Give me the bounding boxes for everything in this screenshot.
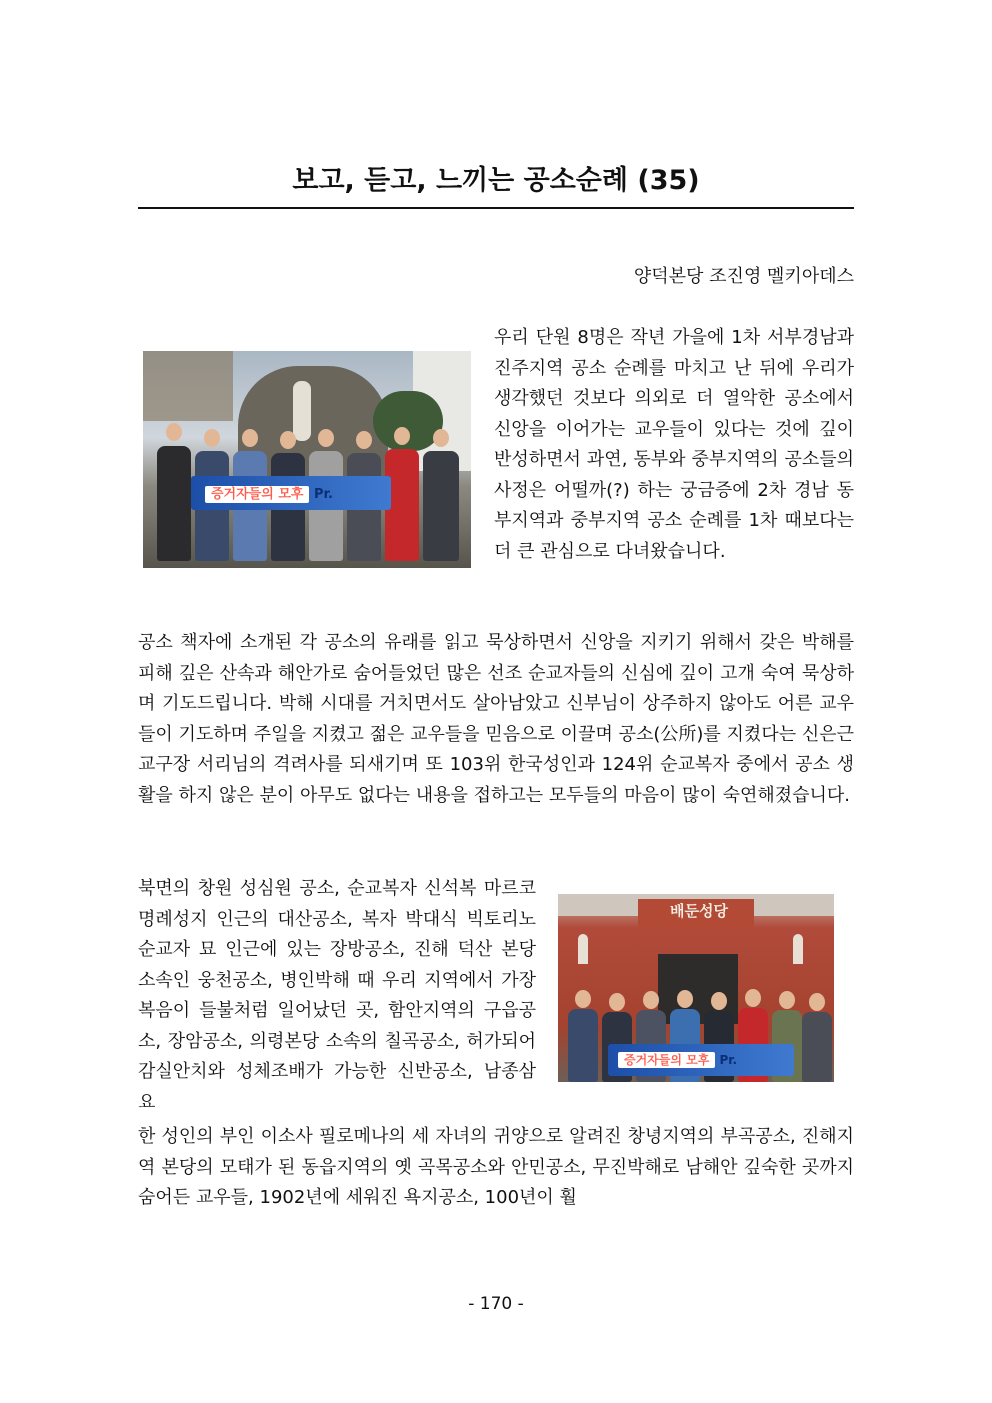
photo1-banner-text: 증거자들의 모후 xyxy=(205,486,309,503)
photo2-banner-text: 증거자들의 모후 xyxy=(618,1052,715,1068)
page-number: - 170 - xyxy=(468,1294,524,1314)
author-byline: 양덕본당 조진영 멜키아데스 xyxy=(633,266,854,287)
photo1-banner xyxy=(191,476,391,510)
group-photo-grotto xyxy=(143,351,471,568)
photo2-banner-suffix: Pr. xyxy=(719,1053,738,1067)
photo2-banner xyxy=(608,1044,794,1076)
photo1-banner-suffix: Pr. xyxy=(313,487,333,502)
paragraph-reflection: 공소 책자에 소개된 각 공소의 유래를 읽고 묵상하면서 신앙을 지키기 위해서 갖은 박해를 피해 깊은 산속과 해안가로 숨어들었던 많은 선조 순교자들의 신심에 깊이 고개 숙여 묵상하며 기도드립니다. 박해 시대를 거치면서도 살아남았고 신부님이 상주하지 않아도 어른 교우들이 기도하며 주일을 지켰고 젊은 교우들을 믿음으로 이끌며 공소(公所)를 지켰다는 신은근 교구장 서리님의 격려사를 되새기며 또 103위 한국성인과 124위 순교복자 중에서 공소 생활을 하지 않은 분이 아무도 없다는 내용을 접하고는 모두들의 마음이 많이 숙연해졌습니다. xyxy=(138,632,854,806)
title-rule xyxy=(138,207,854,209)
paragraph-intro: 우리 단원 8명은 작년 가을에 1차 서부경남과 진주지역 공소 순례를 마치고 난 뒤에 우리가 생각했던 것보다 의외로 더 열악한 공소에서 신앙을 이어가는 교우들이 있다는 것에 깊이 반성하면서 과연, 동부와 중부지역의 공소들의 사정은 어떨까(?) 하는 궁금증에 2차 경남 동부지역과 중부지역 공소 순례를 1차 때보다는 더 큰 관심으로 다녀왔습니다. xyxy=(494,327,854,562)
paragraph-gongso-list-continued: 한 성인의 부인 이소사 필로메나의 세 자녀의 귀양으로 알려진 창녕지역의 부곡공소, 진해지역 본당의 모태가 된 동읍지역의 옛 곡목공소와 안민공소, 무진박해로 남해안 깊숙한 곳까지 숨어든 교우들, 1902년에 세워진 욕지공소, 100년이 훨 xyxy=(138,1126,854,1208)
church-sign: 배둔성당 xyxy=(670,902,728,920)
page-title: 보고, 듣고, 느끼는 공소순례 (35) xyxy=(292,165,700,196)
group-photo-church xyxy=(558,894,834,1082)
paragraph-gongso-list: 북면의 창원 성심원 공소, 순교복자 신석복 마르코 명례성지 인근의 대산공소, 복자 박대식 빅토리노 순교자 묘 인근에 있는 장방공소, 진해 덕산 본당 소속인 웅천공소, 병인박해 때 우리 지역에서 가장 복음이 들불처럼 일어났던 곳, 함안지역의 구읍공소, 장암공소, 의령본당 소속의 칠곡공소, 허가되어 감실안치와 성체조배가 가능한 신반공소, 남종삼 요 xyxy=(138,878,536,1113)
